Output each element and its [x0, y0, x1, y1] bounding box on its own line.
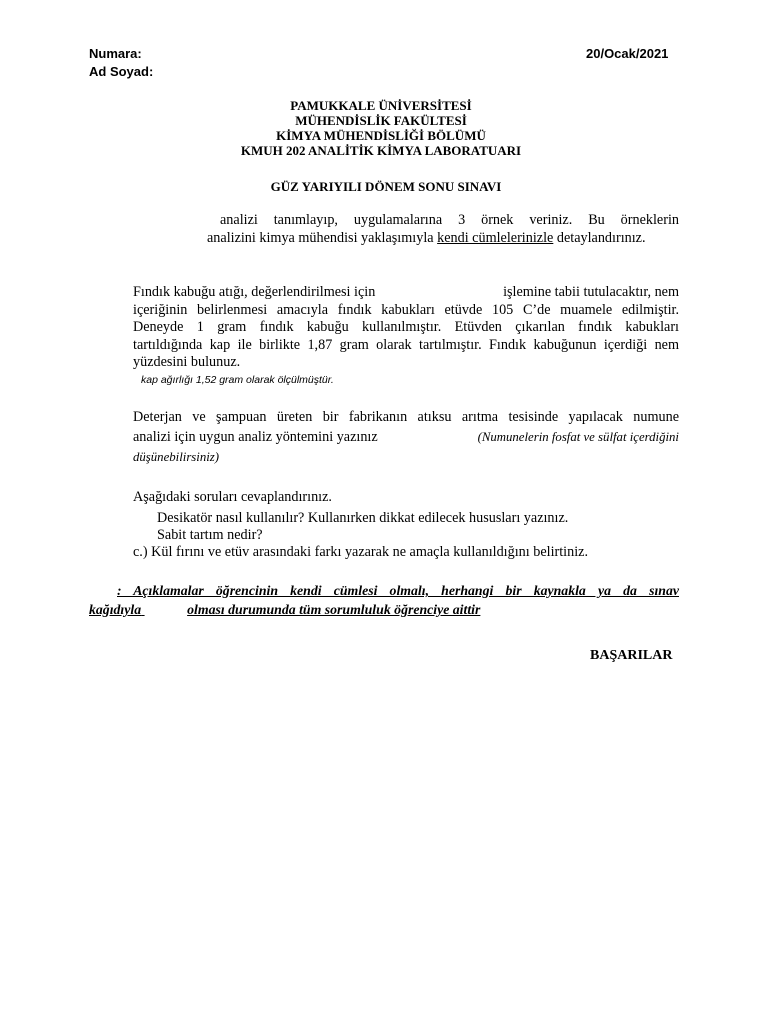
- exam-date: 20/Ocak/2021: [586, 46, 669, 61]
- faculty-name: MÜHENDİSLİK FAKÜLTESİ: [295, 113, 467, 128]
- question-4-item-b: Sabit tartım nedir?: [157, 527, 263, 543]
- question-2-line-2: içeriğinin belirlenmesi amacıyla fındık kabukları etüvde 105 C’de muamele edilmiştir.: [133, 301, 679, 318]
- exam-note-line-1: : Açıklamalar öğrencinin kendi cümlesi olmalı, herhangi bir kaynakla ya da sınav: [117, 583, 679, 598]
- question-2-note: kap ağırlığı 1,52 gram olarak ölçülmüştür.: [141, 374, 334, 386]
- question-2-line-4: tartıldığında kap ile birlikte 1,87 gram olarak tartılmıştır. Fındık kabuğunun içerdiği nem: [133, 336, 679, 353]
- exam-note: [89, 581, 679, 619]
- exam-note-line-2: [89, 600, 679, 619]
- question-3-hint: (Numunelerin fosfat ve sülfat içerdiğini: [477, 430, 679, 444]
- student-name-label: Ad Soyad:: [89, 64, 154, 79]
- question-2-line-1: [133, 284, 679, 302]
- question-3-line-2: [133, 427, 679, 447]
- question-4-intro: Aşağıdaki soruları cevaplandırınız.: [133, 489, 332, 505]
- question-4-item-a: Desikatör nasıl kullanılır? Kullanırken dikkat edilecek hususları yazınız.: [157, 510, 569, 526]
- question-1-text-end: detaylandırınız.: [553, 229, 646, 246]
- question-1-line-1: analizi tanımlayıp, uygulamalarına 3 örnek veriniz. Bu örneklerin: [220, 212, 679, 228]
- question-1-text: analizini kimya mühendisi yaklaşımıyla: [207, 229, 438, 246]
- question-4-item-c: c.) Kül fırını ve etüv arasındaki farkı yazarak ne amaçla kullanıldığını belirtiniz.: [133, 544, 589, 560]
- question-2-line-5: yüzdesini bulunuz.: [133, 354, 241, 370]
- exam-note-gap: [141, 600, 187, 619]
- question-3-line-3: düşünebilirsiniz): [133, 450, 220, 464]
- university-name: PAMUKKALE ÜNİVERSİTESİ: [290, 98, 472, 113]
- closing-text: BAŞARILAR: [590, 648, 673, 663]
- department-name: KİMYA MÜHENDİSLİĞİ BÖLÜMÜ: [276, 128, 486, 143]
- question-1-emphasis: kendi cümlelerinizle: [437, 229, 554, 246]
- question-2-text-b: işlemine tabii tutulacaktır, nem: [503, 284, 679, 300]
- question-1: [207, 212, 679, 247]
- exam-title: GÜZ YARIYILI DÖNEM SONU SINAVI: [270, 179, 502, 194]
- exam-note-text-a: kağıdıyla: [89, 602, 142, 617]
- question-2-text-a: Fındık kabuğu atığı, değerlendirilmesi için: [133, 284, 376, 300]
- question-3-text: analizi için uygun analiz yöntemini yazınız: [133, 429, 378, 445]
- exam-note-text-b: olması durumunda tüm sorumluluk öğrenciye aittir: [187, 602, 481, 617]
- question-2-line-3: Deneyde 1 gram fındık kabuğu kullanılmıştır. Etüvden çıkarılan fındık kabukları: [133, 319, 679, 335]
- student-number-label: Numara:: [89, 46, 142, 61]
- question-2: [133, 284, 679, 372]
- course-name: KMUH 202 ANALİTİK KİMYA LABORATUARI: [240, 143, 522, 158]
- question-1-line-2: [207, 230, 679, 248]
- question-3-line-1: Deterjan ve şampuan üreten bir fabrikanın atıksu arıtma tesisinde yapılacak numune: [133, 409, 679, 425]
- title-block: [0, 98, 765, 158]
- question-3: [133, 407, 679, 467]
